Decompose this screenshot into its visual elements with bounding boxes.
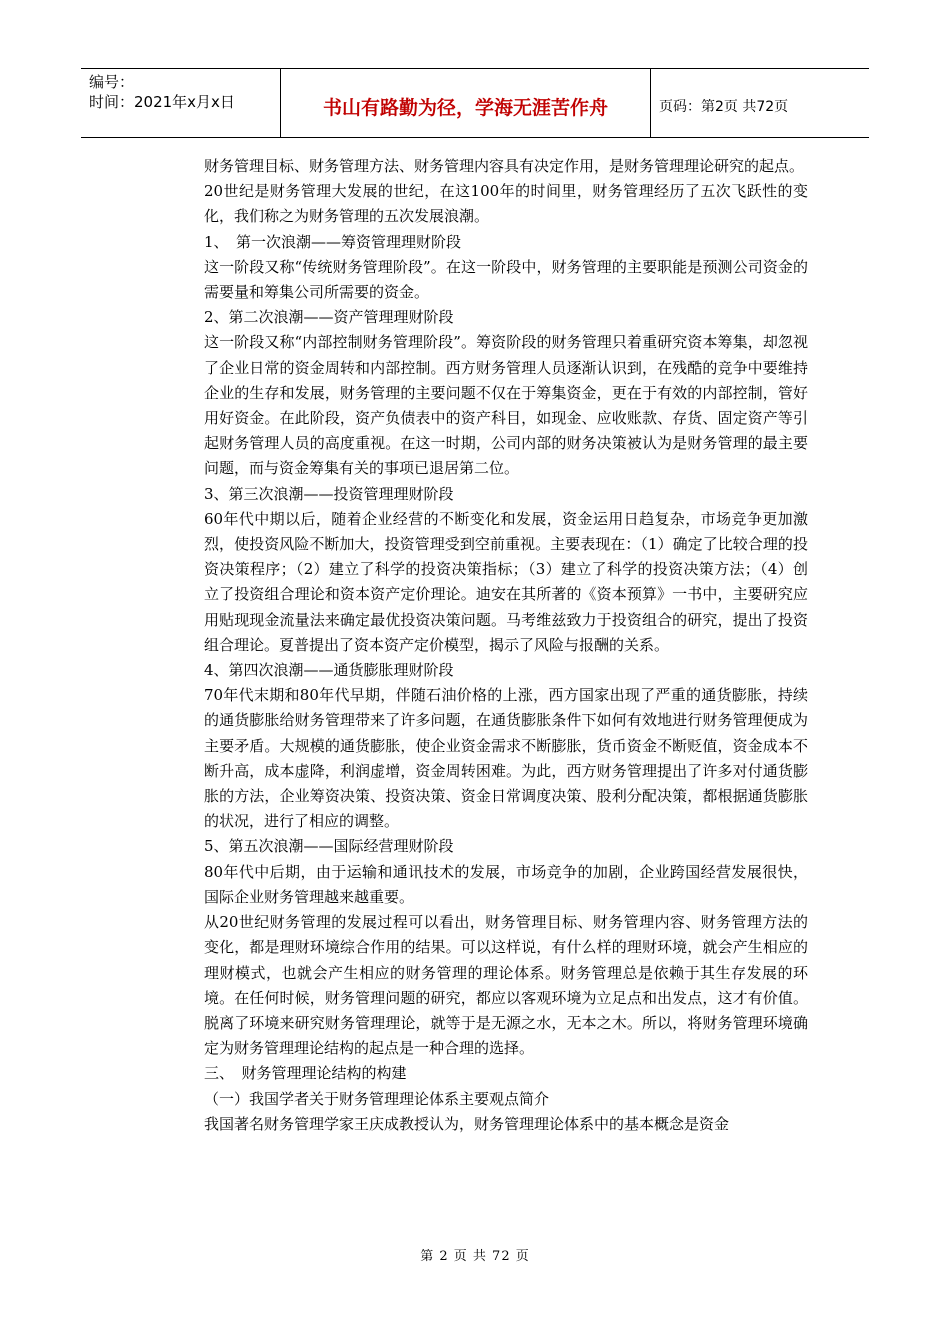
- page-header: [81, 68, 869, 138]
- paragraph: 60年代中期以后，随着企业经营的不断变化和发展，资金运用日趋复杂，市场竞争更加激烈，使投资风险不断加大，投资管理受到空前重视。主要表现在：（1）确定了比较合理的投资决策程序；（2）建立了科学的投资决策指标；（3）建立了科学的投资决策方法；（4）创立了投资组合理论和资本资产定价理论。迪安在其所著的《资本预算》一书中，主要研究应用贴现现金流量法来确定最优投资决策问题。马考维兹致力于投资组合的研究，提出了投资组合理论。夏普提出了资本资产定价模型，揭示了风险与报酬的关系。: [204, 509, 808, 654]
- section-heading: 三、 财务管理理论结构的构建: [204, 1064, 407, 1083]
- paragraph: 70年代末期和80年代早期，伴随石油价格的上涨，西方国家出现了严重的通货膨胀，持续的通货膨胀给财务管理带来了许多问题，在通货膨胀条件下如何有效地进行财务管理便成为主要矛盾。大规模的通货膨胀，使企业资金需求不断膨胀，货币资金不断贬值，资金成本不断升高，成本虚降，利润虚增，资金周转困难。为此，西方财务管理提出了许多对付通货膨胀的方法，企业筹资决策、投资决策、资金日常调度决策、股利分配决策，都根据通货膨胀的状况，进行了相应的调整。: [204, 686, 808, 831]
- section-heading: 1、 第一次浪潮——筹资管理理财阶段: [204, 232, 462, 251]
- paragraph: 这一阶段又称“传统财务管理阶段”。在这一阶段中，财务管理的主要职能是预测公司资金的需要量和筹集公司所需要的资金。: [204, 257, 808, 302]
- header-meta: [81, 69, 281, 137]
- paragraph: 80年代中后期，由于运输和通讯技术的发展，市场竞争的加剧，企业跨国经营发展很快，国际企业财务管理越来越重要。: [204, 862, 808, 906]
- section-heading: 3、第三次浪潮——投资管理理财阶段: [204, 484, 454, 503]
- paragraph: 财务管理目标、财务管理方法、财务管理内容具有决定作用，是财务管理理论研究的起点。: [204, 157, 805, 175]
- section-heading: 5、第五次浪潮——国际经营理财阶段: [204, 837, 454, 856]
- paragraph: 我国著名财务管理学家王庆成教授认为，财务管理理论体系中的基本概念是资金: [204, 1114, 730, 1133]
- paragraph: 从20世纪财务管理的发展过程可以看出，财务管理目标、财务管理内容、财务管理方法的变化，都是理财环境综合作用的结果。可以这样说，有什么样的理财环境，就会产生相应的理财模式，也就会产生相应的财务管理的理论体系。财务管理总是依赖于其生存发展的环境。在任何时候，财务管理问题的研究，都应以客观环境为立足点和出发点，这才有价值。脱离了环境来研究财务管理理论，就等于是无源之水，无本之木。所以，将财务管理环境确定为财务管理理论结构的起点是一种合理的选择。: [204, 913, 808, 1058]
- subsection-heading: （一）我国学者关于财务管理理论体系主要观点简介: [204, 1089, 550, 1108]
- section-heading: 4、第四次浪潮——通货膨胀理财阶段: [204, 661, 454, 680]
- document-body: [204, 154, 808, 1137]
- doc-date: 时间：2021年x月x日: [89, 93, 235, 111]
- paragraph: 这一阶段又称“内部控制财务管理阶段”。筹资阶段的财务管理只着重研究资本筹集，却忽视了企业日常的资金周转和内部控制。西方财务管理人员逐渐认识到，在残酷的竞争中要维持企业的生存和发展，财务管理的主要问题不仅在于筹集资金，更在于有效的内部控制，管好用好资金。在此阶段，资产负债表中的资产科目，如现金、应收账款、存货、固定资产等引起财务管理人员的高度重视。在这一时期，公司内部的财务决策被认为是财务管理的最主要问题，而与资金筹集有关的事项已退居第二位。: [204, 333, 808, 478]
- section-heading: 2、第二次浪潮——资产管理理财阶段: [204, 308, 454, 327]
- paragraph: 20世纪是财务管理大发展的世纪，在这100年的时间里，财务管理经历了五次飞跃性的变化，我们称之为财务管理的五次发展浪潮。: [204, 182, 808, 226]
- header-motto: 书山有路勤为径，学海无涯苦作舟: [281, 69, 651, 137]
- page-footer: 第 2 页 共 72 页: [420, 1249, 530, 1264]
- doc-number: 编号：: [89, 73, 135, 91]
- header-page-info: 页码：第2页 共72页: [659, 99, 789, 115]
